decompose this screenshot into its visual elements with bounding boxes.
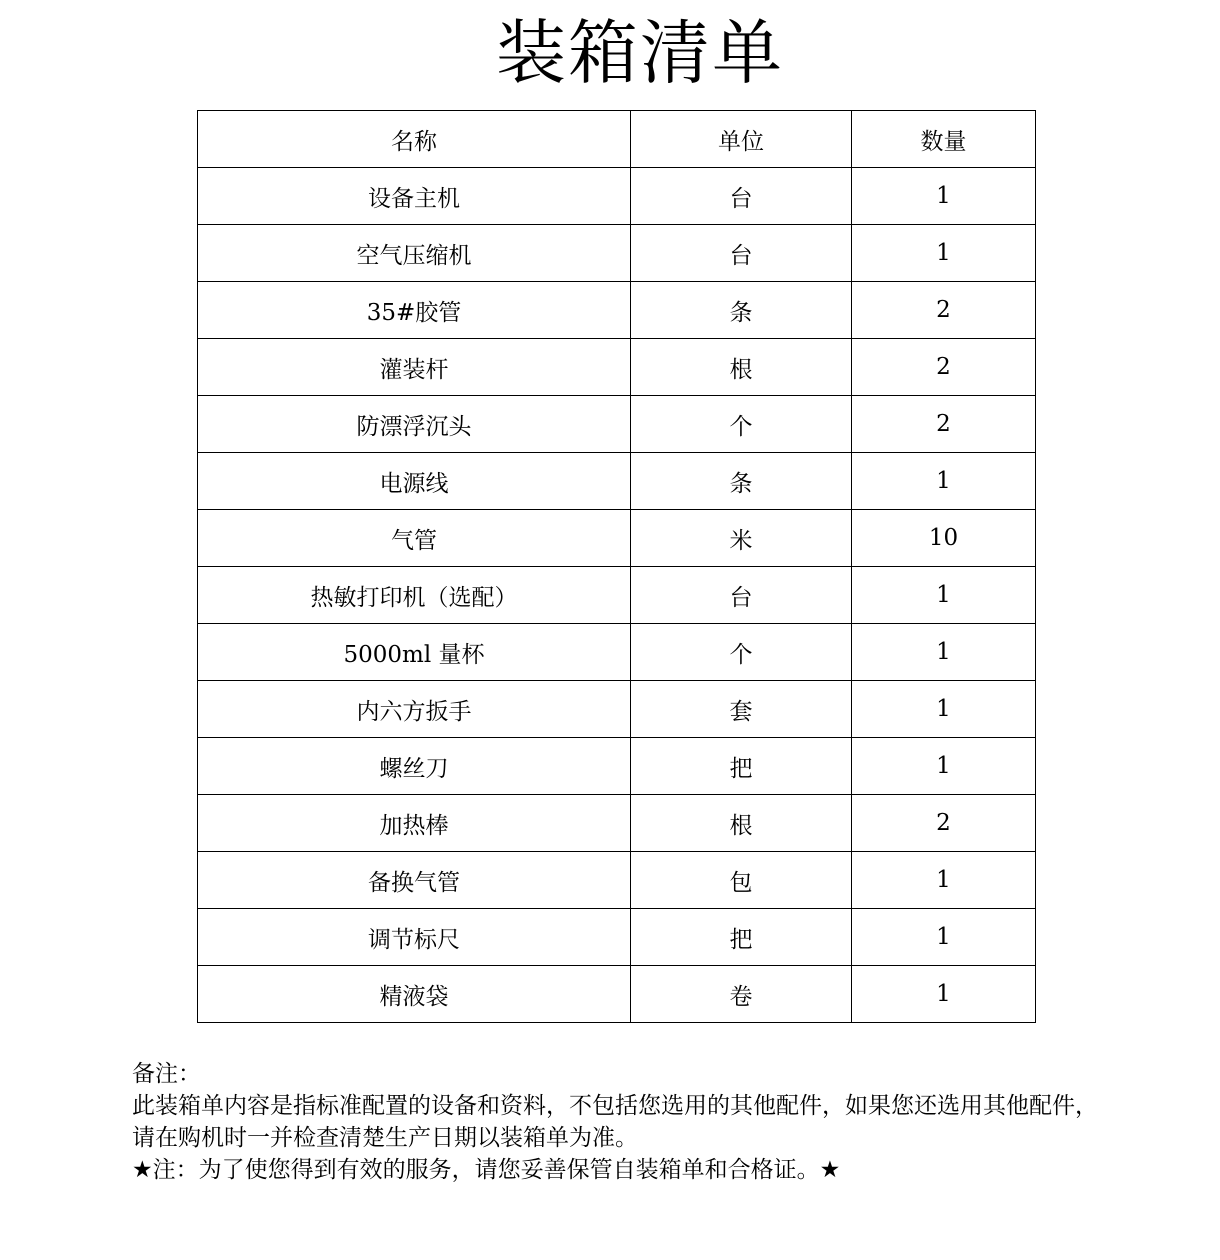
- item-name-cell: 5000ml 量杯: [198, 624, 631, 681]
- table-row: [198, 453, 1036, 510]
- table-row: [198, 909, 1036, 966]
- item-quantity-cell: 10: [852, 510, 1036, 567]
- item-name-cell: 螺丝刀: [198, 738, 631, 795]
- item-unit-cell: 根: [631, 795, 852, 852]
- table-row: [198, 168, 1036, 225]
- item-unit-cell: 套: [631, 681, 852, 738]
- table-row: [198, 567, 1036, 624]
- packing-list-table: [197, 110, 1036, 1023]
- item-quantity-cell: 2: [852, 282, 1036, 339]
- item-name-cell: 备换气管: [198, 852, 631, 909]
- table-row: [198, 795, 1036, 852]
- item-quantity-cell: 1: [852, 624, 1036, 681]
- notes-warning: ★注：为了使您得到有效的服务，请您妥善保管自装箱单和合格证。★: [132, 1157, 841, 1183]
- table-row: [198, 282, 1036, 339]
- item-quantity-cell: 1: [852, 567, 1036, 624]
- table-row: [198, 624, 1036, 681]
- item-name-cell: 防漂浮沉头: [198, 396, 631, 453]
- notes-heading: 备注：: [132, 1061, 201, 1087]
- notes-section: [132, 1058, 1102, 1186]
- item-name-cell: 35#胶管: [198, 282, 631, 339]
- item-unit-cell: 把: [631, 909, 852, 966]
- column-header-quantity: 数量: [852, 111, 1036, 168]
- item-name-cell: 精液袋: [198, 966, 631, 1023]
- item-name-cell: 空气压缩机: [198, 225, 631, 282]
- item-unit-cell: 个: [631, 624, 852, 681]
- item-unit-cell: 卷: [631, 966, 852, 1023]
- item-unit-cell: 个: [631, 396, 852, 453]
- table-row: [198, 396, 1036, 453]
- item-unit-cell: 台: [631, 225, 852, 282]
- item-name-cell: 电源线: [198, 453, 631, 510]
- item-quantity-cell: 1: [852, 852, 1036, 909]
- item-unit-cell: 米: [631, 510, 852, 567]
- table-row: [198, 738, 1036, 795]
- item-unit-cell: 包: [631, 852, 852, 909]
- column-header-unit: 单位: [631, 111, 852, 168]
- item-name-cell: 灌装杆: [198, 339, 631, 396]
- table-header-row: [198, 111, 1036, 168]
- item-unit-cell: 把: [631, 738, 852, 795]
- column-header-name: 名称: [198, 111, 631, 168]
- item-unit-cell: 条: [631, 453, 852, 510]
- item-quantity-cell: 1: [852, 966, 1036, 1023]
- item-quantity-cell: 2: [852, 339, 1036, 396]
- item-name-cell: 调节标尺: [198, 909, 631, 966]
- table-row: [198, 225, 1036, 282]
- item-name-cell: 气管: [198, 510, 631, 567]
- item-name-cell: 加热棒: [198, 795, 631, 852]
- document-title: 装箱清单: [496, 12, 784, 94]
- item-unit-cell: 台: [631, 567, 852, 624]
- item-name-cell: 热敏打印机（选配）: [198, 567, 631, 624]
- item-unit-cell: 条: [631, 282, 852, 339]
- table-row: [198, 966, 1036, 1023]
- item-unit-cell: 根: [631, 339, 852, 396]
- table-row: [198, 339, 1036, 396]
- item-quantity-cell: 1: [852, 453, 1036, 510]
- item-quantity-cell: 1: [852, 681, 1036, 738]
- notes-text: 此装箱单内容是指标准配置的设备和资料，不包括您选用的其他配件，如果您还选用其他配件，请在购机时一并检查清楚生产日期以装箱单为准。: [132, 1093, 1098, 1151]
- table-row: [198, 852, 1036, 909]
- item-quantity-cell: 1: [852, 909, 1036, 966]
- item-unit-cell: 台: [631, 168, 852, 225]
- item-quantity-cell: 1: [852, 168, 1036, 225]
- item-name-cell: 设备主机: [198, 168, 631, 225]
- item-quantity-cell: 2: [852, 795, 1036, 852]
- item-name-cell: 内六方扳手: [198, 681, 631, 738]
- table-row: [198, 681, 1036, 738]
- item-quantity-cell: 2: [852, 396, 1036, 453]
- item-quantity-cell: 1: [852, 225, 1036, 282]
- item-quantity-cell: 1: [852, 738, 1036, 795]
- table-row: [198, 510, 1036, 567]
